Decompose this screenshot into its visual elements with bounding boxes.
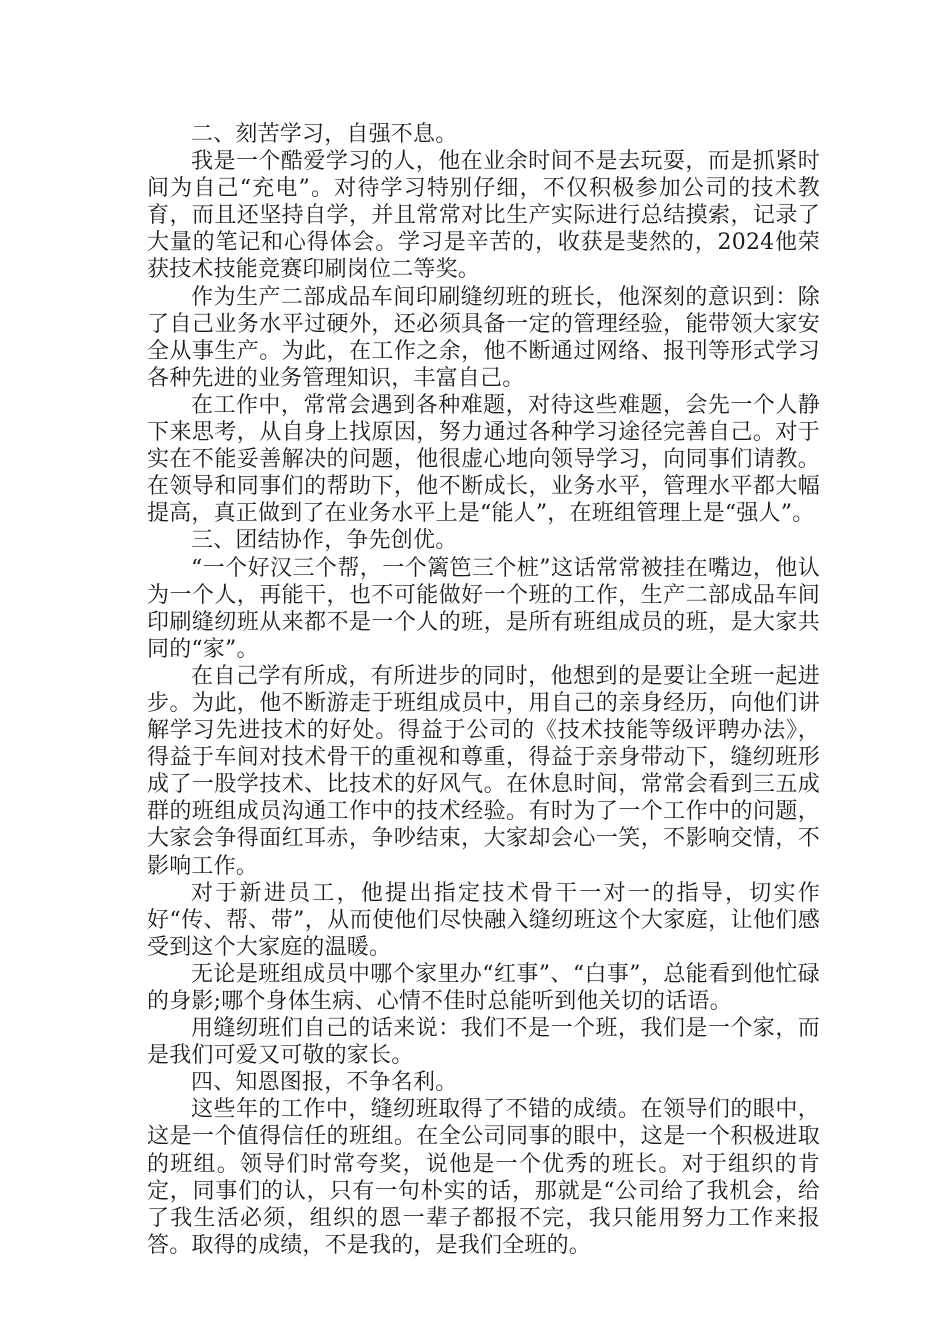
section-heading-4: 四、知恩图报，不争名利。 bbox=[191, 1070, 458, 1096]
document-body bbox=[147, 121, 820, 1259]
paragraph: 在自己学有所成，有所进步的同时，他想到的是要让全班一起进步。为此，他不断游走于班组成员中，用自己的亲身经历，向他们讲解学习先进技术的好处。得益于公司的《技术技能等级评聘办法》，得益于车间对技术骨干的重视和尊重，得益于亲身带动下，缝纫班形成了一股学技术、比技术的好风气。在休息时间，常常会看到三五成群的班组成员沟通工作中的技术经验。有时为了一个工作中的问题，大家会争得面红耳赤，争吵结束，大家却会心一笑，不影响交情，不影响工作。 bbox=[147, 663, 820, 879]
paragraph: 对于新进员工，他提出指定技术骨干一对一的指导，切实作好“传、帮、带”，从而使他们尽快融入缝纫班这个大家庭，让他们感受到这个大家庭的温暖。 bbox=[147, 880, 820, 960]
paragraph: 无论是班组成员中哪个家里办“红事”、“白事”，总能看到他忙碌的身影;哪个身体生病、心情不佳时总能听到他关切的话语。 bbox=[147, 961, 820, 1014]
paragraph: 用缝纫班们自己的话来说：我们不是一个班，我们是一个家，而是我们可爱又可敬的家长。 bbox=[147, 1016, 820, 1069]
paragraph: 在工作中，常常会遇到各种难题，对待这些难题，会先一个人静下来思考，从自身上找原因，努力通过各种学习途径完善自己。对于实在不能妥善解决的问题，他很虚心地向领导学习，向同事们请教。在领导和同事们的帮助下，他不断成长，业务水平，管理水平都大幅提高，真正做到了在业务水平上是“能人”，在班组管理上是“强人”。 bbox=[147, 392, 820, 527]
paragraph: 这些年的工作中，缝纫班取得了不错的成绩。在领导们的眼中，这是一个值得信任的班组。在全公司同事的眼中，这是一个积极进取的班组。领导们时常夸奖，说他是一个优秀的班长。对于组织的肯定，同事们的认，只有一句朴实的话，那就是“公司给了我机会，给了我生活必须，组织的恩一辈子都报不完，我只能用努力工作来报答。取得的成绩，不是我的，是我们全班的。 bbox=[147, 1097, 820, 1258]
section-heading-2: 二、刻苦学习，自强不息。 bbox=[191, 122, 458, 147]
paragraph: 作为生产二部成品车间印刷缝纫班的班长，他深刻的意识到：除了自己业务水平过硬外，还必须具备一定的管理经验，能带领大家安全从事生产。为此，在工作之余，他不断通过网络、报刊等形式学习各种先进的业务管理知识，丰富自己。 bbox=[147, 284, 820, 391]
paragraph: “一个好汉三个帮，一个篱笆三个桩”这话常常被挂在嘴边，他认为一个人，再能干，也不可能做好一个班的工作，生产二部成品车间印刷缝纫班从来都不是一个人的班，是所有班组成员的班，是大家共同的“家”。 bbox=[147, 555, 820, 662]
section-heading-3: 三、团结协作，争先创优。 bbox=[191, 528, 458, 554]
paragraph: 我是一个酷爱学习的人，他在业余时间不是去玩耍，而是抓紧时间为自己“充电”。对待学习特别仔细，不仅积极参加公司的技术教育，而且还坚持自学，并且常常对比生产实际进行总结摸索，记录了大量的笔记和心得体会。学习是辛苦的，收获是斐然的，2024他荣获技术技能竞赛印刷岗位二等奖。 bbox=[147, 149, 820, 283]
